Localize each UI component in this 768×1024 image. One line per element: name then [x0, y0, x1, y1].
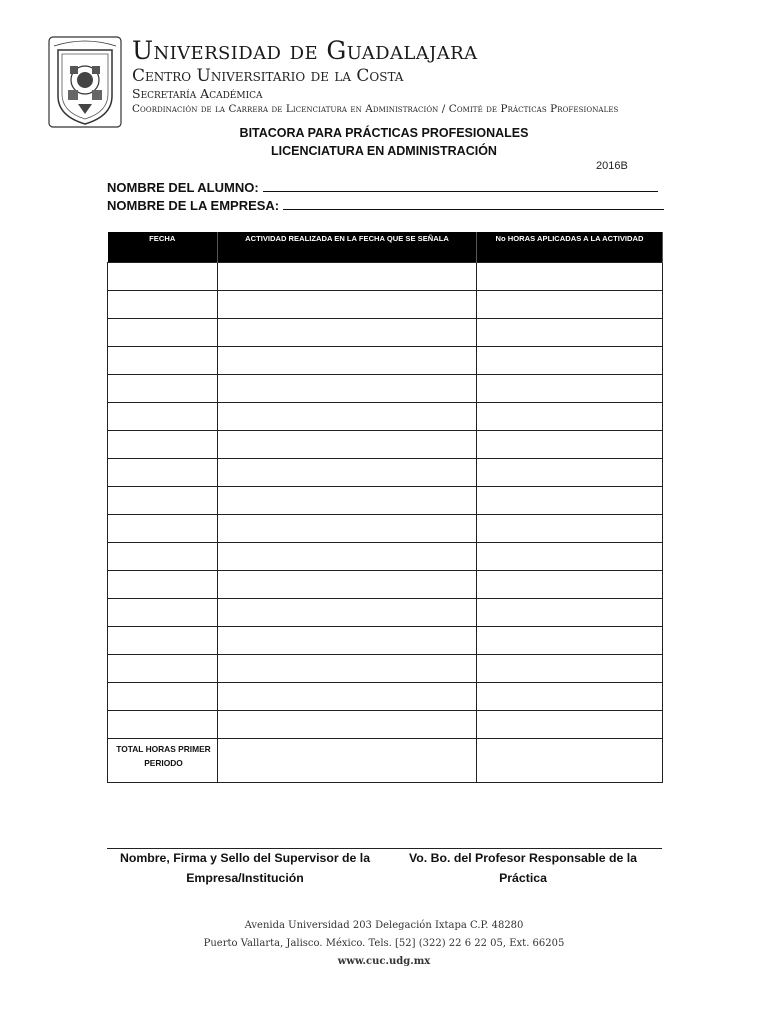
- table-row: [108, 291, 663, 319]
- table-row: [108, 375, 663, 403]
- date-cell[interactable]: [108, 319, 218, 347]
- date-cell[interactable]: [108, 487, 218, 515]
- total-row: [108, 739, 663, 783]
- date-cell[interactable]: [108, 347, 218, 375]
- coordinacion-name: Coordinación de la Carrera de Licenciatura en Administración / Comité de Prácticas Profesionales: [132, 103, 619, 115]
- activity-cell[interactable]: [218, 263, 477, 291]
- activity-cell[interactable]: [218, 683, 477, 711]
- company-name-field: [107, 197, 664, 213]
- table-row: [108, 543, 663, 571]
- date-cell[interactable]: [108, 711, 218, 739]
- date-cell[interactable]: [108, 263, 218, 291]
- table-row: [108, 403, 663, 431]
- hours-cell[interactable]: [477, 291, 663, 319]
- student-name-blank[interactable]: [263, 179, 658, 192]
- date-cell[interactable]: [108, 291, 218, 319]
- activity-cell[interactable]: [218, 403, 477, 431]
- footer-website[interactable]: www.cuc.udg.mx: [337, 956, 431, 967]
- table-body: [108, 263, 663, 783]
- university-seal-icon: [48, 36, 122, 128]
- table-header-row: [108, 232, 663, 263]
- table-row: [108, 571, 663, 599]
- date-cell[interactable]: [108, 599, 218, 627]
- hours-cell[interactable]: [477, 571, 663, 599]
- hours-cell[interactable]: [477, 403, 663, 431]
- activity-cell[interactable]: [218, 319, 477, 347]
- date-cell[interactable]: [108, 627, 218, 655]
- table-row: [108, 263, 663, 291]
- hours-cell[interactable]: [477, 683, 663, 711]
- student-name-field: [107, 179, 658, 195]
- hours-cell[interactable]: [477, 627, 663, 655]
- hours-cell[interactable]: [477, 599, 663, 627]
- table-row: [108, 683, 663, 711]
- activity-cell[interactable]: [218, 571, 477, 599]
- date-cell[interactable]: [108, 459, 218, 487]
- activity-cell[interactable]: [218, 375, 477, 403]
- supervisor-signature-label: Nombre, Firma y Sello del Supervisor de la Empresa/Institución: [119, 851, 371, 885]
- document-subtitle: LICENCIATURA EN ADMINISTRACIÓN: [271, 144, 497, 158]
- hours-cell[interactable]: [477, 319, 663, 347]
- company-name-label: NOMBRE DE LA EMPRESA:: [107, 198, 280, 213]
- activity-cell[interactable]: [218, 655, 477, 683]
- student-name-label: NOMBRE DEL ALUMNO:: [107, 180, 259, 195]
- activity-cell[interactable]: [218, 459, 477, 487]
- hours-cell[interactable]: [477, 347, 663, 375]
- hours-cell[interactable]: [477, 655, 663, 683]
- date-cell[interactable]: [108, 655, 218, 683]
- total-hours-label: TOTAL HORAS PRIMER PERIODO: [108, 739, 218, 783]
- total-hours-cell[interactable]: [477, 739, 663, 783]
- university-name: Universidad de Guadalajara: [132, 36, 478, 65]
- activity-cell[interactable]: [218, 627, 477, 655]
- table-row: [108, 459, 663, 487]
- hours-cell[interactable]: [477, 487, 663, 515]
- table-row: [108, 599, 663, 627]
- hours-cell[interactable]: [477, 711, 663, 739]
- activity-cell[interactable]: [218, 599, 477, 627]
- hours-cell[interactable]: [477, 459, 663, 487]
- professor-signature-label: Vo. Bo. del Profesor Responsable de la Práctica: [408, 851, 637, 885]
- column-header-activity: ACTIVIDAD REALIZADA EN LA FECHA QUE SE SEÑALA: [218, 232, 477, 263]
- activity-cell[interactable]: [218, 487, 477, 515]
- date-cell[interactable]: [108, 683, 218, 711]
- table-row: [108, 711, 663, 739]
- table-row: [108, 347, 663, 375]
- table-row: [108, 515, 663, 543]
- date-cell[interactable]: [108, 431, 218, 459]
- table-row: [108, 627, 663, 655]
- activity-cell[interactable]: [218, 347, 477, 375]
- hours-cell[interactable]: [477, 375, 663, 403]
- activity-cell[interactable]: [218, 291, 477, 319]
- date-cell[interactable]: [108, 375, 218, 403]
- date-cell[interactable]: [108, 403, 218, 431]
- table-row: [108, 487, 663, 515]
- company-name-blank[interactable]: [283, 197, 664, 210]
- hours-cell[interactable]: [477, 515, 663, 543]
- table-row: [108, 655, 663, 683]
- date-cell[interactable]: [108, 515, 218, 543]
- activity-cell[interactable]: [218, 543, 477, 571]
- activity-cell[interactable]: [218, 431, 477, 459]
- column-header-date: FECHA: [108, 232, 218, 263]
- table-row: [108, 431, 663, 459]
- total-activity-cell[interactable]: [218, 739, 477, 783]
- activity-cell[interactable]: [218, 711, 477, 739]
- document-title: BITACORA PARA PRÁCTICAS PROFESIONALES: [239, 126, 529, 140]
- column-header-hours: No HORAS APLICADAS A LA ACTIVIDAD: [477, 232, 663, 263]
- date-cell[interactable]: [108, 571, 218, 599]
- letterhead: [48, 36, 748, 126]
- activity-cell[interactable]: [218, 515, 477, 543]
- hours-cell[interactable]: [477, 543, 663, 571]
- date-cell[interactable]: [108, 543, 218, 571]
- footer-city-phone: Puerto Vallarta, Jalisco. México. Tels. [52] (322) 22 6 22 05, Ext. 66205: [203, 938, 565, 949]
- activity-log-table: [107, 232, 663, 783]
- footer-address: Avenida Universidad 203 Delegación Ixtapa C.P. 48280: [244, 920, 524, 931]
- hours-cell[interactable]: [477, 263, 663, 291]
- secretaria-name: Secretaría Académica: [132, 86, 263, 101]
- center-name: Centro Universitario de la Costa: [132, 66, 404, 86]
- table-row: [108, 319, 663, 347]
- hours-cell[interactable]: [477, 431, 663, 459]
- period-label: 2016B: [596, 160, 628, 172]
